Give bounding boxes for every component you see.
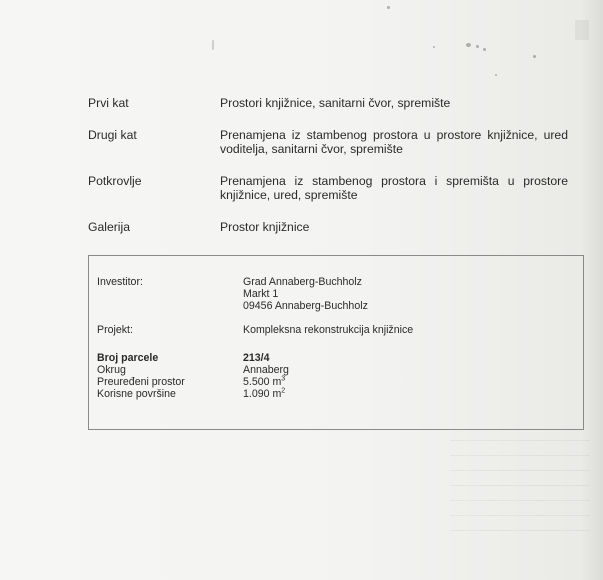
investor-line: Grad Annaberg-Buchholz (243, 276, 362, 288)
show-through-line (450, 515, 590, 516)
scan-speck (483, 48, 486, 51)
scan-speck (533, 55, 536, 58)
show-through-line (450, 470, 590, 471)
project-info-box (88, 255, 584, 430)
usable-area-number: 1.090 m (243, 388, 282, 400)
floor-row (88, 128, 568, 156)
show-through-line (450, 500, 590, 501)
scan-speck (466, 43, 471, 47)
usable-area-row (97, 388, 567, 400)
project-label: Projekt: (97, 324, 133, 336)
parcel-label: Broj parcele (97, 352, 159, 364)
project-value: Kompleksna rekonstrukcija knjižnice (243, 324, 414, 336)
usable-area-label: Korisne površine (97, 388, 176, 400)
investor-label: Investitor: (97, 276, 143, 288)
district-value: Annaberg (243, 364, 289, 376)
floor-label: Potkrovlje (88, 174, 142, 188)
unit-exponent: 2 (281, 387, 286, 395)
district-label: Okrug (97, 364, 126, 376)
investor-row (97, 276, 567, 312)
floor-description: Prenamjena iz stambenog prostora u prostore knjižnice, ured voditelja, sanitarni čvor, spremište (220, 128, 568, 156)
scan-speck (212, 40, 214, 50)
show-through-line (450, 530, 590, 531)
scan-speck (575, 20, 589, 40)
floor-row (88, 174, 568, 202)
floor-row (88, 220, 568, 234)
converted-area-value (243, 376, 567, 388)
scan-speck (433, 46, 435, 48)
converted-area-label: Preuređeni prostor (97, 376, 185, 388)
project-row (97, 324, 567, 336)
converted-area-row (97, 376, 567, 388)
parcel-row (97, 352, 567, 364)
floor-list (88, 96, 568, 252)
investor-address (243, 276, 567, 312)
show-through-line (450, 440, 590, 441)
parcel-value: 213/4 (243, 352, 270, 364)
investor-line: 09456 Annaberg-Buchholz (243, 300, 368, 312)
district-row (97, 364, 567, 376)
scan-speck (387, 6, 390, 9)
show-through-line (450, 455, 590, 456)
converted-area-number: 5.500 m (243, 376, 282, 388)
scan-speck (476, 45, 479, 48)
floor-description: Prenamjena iz stambenog prostora i spremišta u prostore knjižnice, ured, spremište (220, 174, 568, 202)
floor-label: Prvi kat (88, 96, 129, 110)
show-through-line (450, 485, 590, 486)
scan-speck (495, 74, 497, 76)
project-info-content (97, 276, 567, 400)
show-through-lines (450, 440, 590, 580)
floor-row (88, 96, 568, 110)
usable-area-value (243, 388, 567, 400)
floor-label: Drugi kat (88, 128, 137, 142)
unit-exponent: 3 (281, 375, 286, 383)
floor-description: Prostor knjižnice (220, 220, 310, 234)
floor-description: Prostori knjižnice, sanitarni čvor, spremište (220, 96, 451, 110)
floor-label: Galerija (88, 220, 130, 234)
investor-line: Markt 1 (243, 288, 279, 300)
